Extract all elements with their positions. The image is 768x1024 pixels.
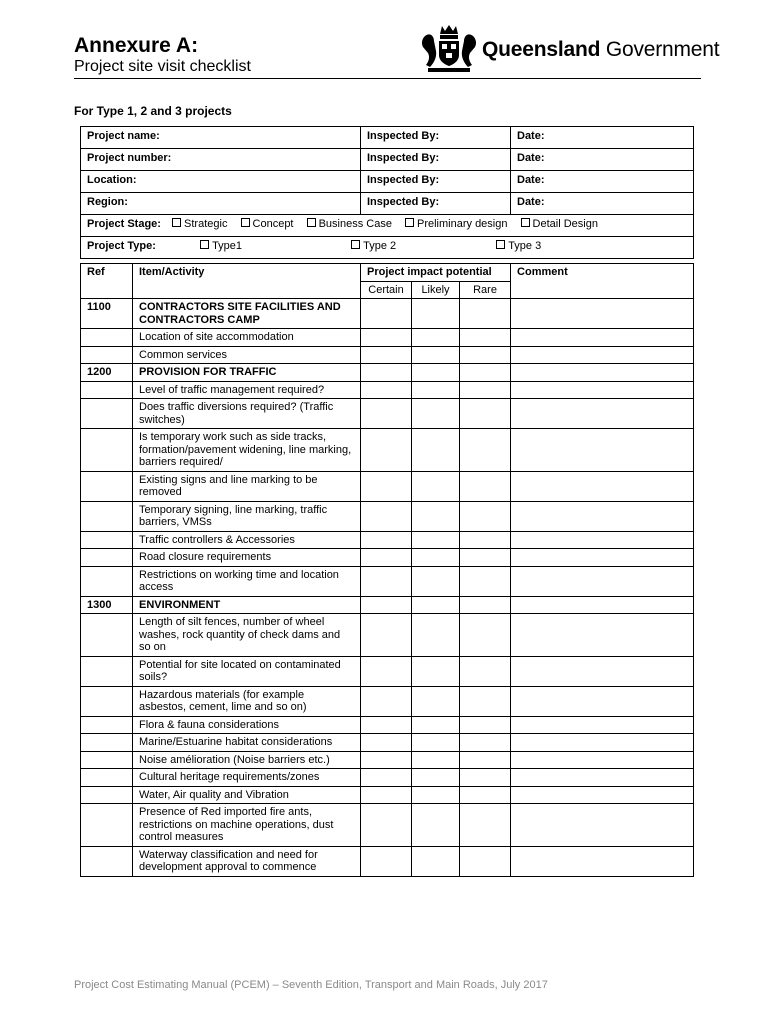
ref-cell — [81, 549, 133, 567]
comment-cell[interactable] — [511, 656, 694, 686]
likely-cell[interactable] — [412, 596, 460, 614]
table-row — [81, 566, 694, 596]
checkbox-icon[interactable] — [351, 240, 360, 249]
rare-cell[interactable] — [460, 429, 511, 472]
ref-cell — [81, 471, 133, 501]
col-header-comment: Comment — [511, 264, 694, 299]
type-option-3[interactable]: Type 3 — [496, 240, 541, 252]
certain-cell[interactable] — [361, 299, 412, 329]
info-row-location — [81, 171, 694, 193]
item-cell: Restrictions on working time and location access — [133, 566, 361, 596]
location-field[interactable]: Location: — [81, 171, 361, 193]
col-header-rare: Rare — [460, 281, 511, 299]
comment-cell[interactable] — [511, 751, 694, 769]
item-cell: Common services — [133, 346, 361, 364]
table-row — [81, 786, 694, 804]
rare-cell[interactable] — [460, 751, 511, 769]
checkbox-icon[interactable] — [521, 218, 530, 227]
inspected-by-field[interactable]: Inspected By: — [361, 127, 511, 149]
section-row — [81, 364, 694, 382]
likely-cell[interactable] — [412, 531, 460, 549]
certain-cell[interactable] — [361, 656, 412, 686]
item-cell: Length of silt fences, number of wheel washes, rock quantity of check dams and so on — [133, 614, 361, 657]
table-row — [81, 804, 694, 847]
item-cell: Is temporary work such as side tracks, formation/pavement widening, line marking, barriers required/ — [133, 429, 361, 472]
checkbox-icon[interactable] — [172, 218, 181, 227]
likely-cell[interactable] — [412, 346, 460, 364]
checkbox-icon[interactable] — [241, 218, 250, 227]
item-cell: ENVIRONMENT — [133, 596, 361, 614]
comment-cell[interactable] — [511, 596, 694, 614]
rare-cell[interactable] — [460, 381, 511, 399]
item-cell: CONTRACTORS SITE FACILITIES AND CONTRACTORS CAMP — [133, 299, 361, 329]
date-field[interactable]: Date: — [511, 171, 694, 193]
table-row — [81, 846, 694, 876]
comment-cell[interactable] — [511, 429, 694, 472]
table-row — [81, 346, 694, 364]
rare-cell[interactable] — [460, 471, 511, 501]
table-header-row — [81, 264, 694, 282]
rare-cell[interactable] — [460, 329, 511, 347]
checklist-table — [80, 263, 694, 877]
date-field[interactable]: Date: — [511, 149, 694, 171]
likely-cell[interactable] — [412, 471, 460, 501]
certain-cell[interactable] — [361, 614, 412, 657]
certain-cell[interactable] — [361, 549, 412, 567]
ref-cell — [81, 686, 133, 716]
item-cell: Waterway classification and need for development approval to commence — [133, 846, 361, 876]
date-field[interactable]: Date: — [511, 193, 694, 215]
checkbox-icon[interactable] — [307, 218, 316, 227]
rare-cell[interactable] — [460, 734, 511, 752]
ref-cell — [81, 501, 133, 531]
table-row — [81, 686, 694, 716]
rare-cell[interactable] — [460, 614, 511, 657]
item-cell: Hazardous materials (for example asbestos, cement, lime and so on) — [133, 686, 361, 716]
comment-cell[interactable] — [511, 399, 694, 429]
comment-cell[interactable] — [511, 381, 694, 399]
item-cell: Location of site accommodation — [133, 329, 361, 347]
ref-cell: 1300 — [81, 596, 133, 614]
ref-cell — [81, 846, 133, 876]
certain-cell[interactable] — [361, 329, 412, 347]
col-header-certain: Certain — [361, 281, 412, 299]
rare-cell[interactable] — [460, 656, 511, 686]
rare-cell[interactable] — [460, 346, 511, 364]
certain-cell[interactable] — [361, 566, 412, 596]
item-cell: Road closure requirements — [133, 549, 361, 567]
certain-cell[interactable] — [361, 804, 412, 847]
logo-wordmark — [482, 38, 719, 62]
comment-cell[interactable] — [511, 299, 694, 329]
table-row — [81, 381, 694, 399]
col-header-impact: Project impact potential — [361, 264, 511, 282]
ref-cell — [81, 429, 133, 472]
certain-cell[interactable] — [361, 769, 412, 787]
certain-cell[interactable] — [361, 751, 412, 769]
table-row — [81, 501, 694, 531]
stage-option-concept[interactable]: Concept — [241, 218, 294, 230]
likely-cell[interactable] — [412, 429, 460, 472]
item-cell: Flora & fauna considerations — [133, 716, 361, 734]
rare-cell[interactable] — [460, 364, 511, 382]
coat-of-arms-icon — [420, 22, 478, 78]
rare-cell[interactable] — [460, 531, 511, 549]
certain-cell[interactable] — [361, 786, 412, 804]
table-row — [81, 471, 694, 501]
certain-cell[interactable] — [361, 399, 412, 429]
rare-cell[interactable] — [460, 596, 511, 614]
likely-cell[interactable] — [412, 399, 460, 429]
ref-cell: 1200 — [81, 364, 133, 382]
stage-option-strategic[interactable]: Strategic — [172, 218, 227, 230]
likely-cell[interactable] — [412, 786, 460, 804]
inspected-by-field[interactable]: Inspected By: — [361, 171, 511, 193]
comment-cell[interactable] — [511, 686, 694, 716]
page-footer: Project Cost Estimating Manual (PCEM) – Seventh Edition, Transport and Main Roads, July 2017 — [74, 979, 548, 991]
likely-cell[interactable] — [412, 734, 460, 752]
comment-cell[interactable] — [511, 364, 694, 382]
checkbox-icon[interactable] — [405, 218, 414, 227]
table-row — [81, 399, 694, 429]
table-row — [81, 531, 694, 549]
table-row — [81, 549, 694, 567]
stage-option-business-case[interactable]: Business Case — [307, 218, 392, 230]
certain-cell[interactable] — [361, 471, 412, 501]
rare-cell[interactable] — [460, 299, 511, 329]
project-info-table — [80, 126, 694, 259]
likely-cell[interactable] — [412, 656, 460, 686]
table-row — [81, 734, 694, 752]
project-name-field[interactable]: Project name: — [81, 127, 361, 149]
item-cell: Presence of Red imported fire ants, restrictions on machine operations, dust control measures — [133, 804, 361, 847]
date-field[interactable]: Date: — [511, 127, 694, 149]
rare-cell[interactable] — [460, 549, 511, 567]
project-number-field[interactable]: Project number: — [81, 149, 361, 171]
item-cell: Level of traffic management required? — [133, 381, 361, 399]
comment-cell[interactable] — [511, 566, 694, 596]
section-row — [81, 299, 694, 329]
ref-cell — [81, 786, 133, 804]
info-row-region — [81, 193, 694, 215]
likely-cell[interactable] — [412, 501, 460, 531]
project-type-cell — [81, 237, 694, 259]
page-subtitle: Project site visit checklist — [74, 58, 251, 75]
likely-cell[interactable] — [412, 804, 460, 847]
region-field[interactable]: Region: — [81, 193, 361, 215]
item-cell: Noise amélioration (Noise barriers etc.) — [133, 751, 361, 769]
likely-cell[interactable] — [412, 751, 460, 769]
stage-option-detail-design[interactable]: Detail Design — [521, 218, 598, 230]
item-cell: Marine/Estuarine habitat considerations — [133, 734, 361, 752]
likely-cell[interactable] — [412, 381, 460, 399]
rare-cell[interactable] — [460, 846, 511, 876]
certain-cell[interactable] — [361, 346, 412, 364]
comment-cell[interactable] — [511, 734, 694, 752]
rare-cell[interactable] — [460, 501, 511, 531]
ref-cell — [81, 329, 133, 347]
type-option-2[interactable]: Type 2 — [351, 240, 493, 253]
col-header-ref: Ref — [81, 264, 133, 299]
inspected-by-field[interactable]: Inspected By: — [361, 149, 511, 171]
checkbox-icon[interactable] — [496, 240, 505, 249]
item-cell: Does traffic diversions required? (Traffic switches) — [133, 399, 361, 429]
item-cell: Existing signs and line marking to be removed — [133, 471, 361, 501]
comment-cell[interactable] — [511, 716, 694, 734]
ref-cell — [81, 734, 133, 752]
certain-cell[interactable] — [361, 531, 412, 549]
project-stage-label: Project Stage: — [87, 218, 161, 230]
likely-cell[interactable] — [412, 329, 460, 347]
comment-cell[interactable] — [511, 614, 694, 657]
likely-cell[interactable] — [412, 549, 460, 567]
certain-cell[interactable] — [361, 429, 412, 472]
table-row — [81, 751, 694, 769]
comment-cell[interactable] — [511, 501, 694, 531]
ref-cell — [81, 656, 133, 686]
ref-cell — [81, 399, 133, 429]
item-cell: Temporary signing, line marking, traffic barriers, VMSs — [133, 501, 361, 531]
type-option-1[interactable]: Type1 — [200, 240, 348, 253]
header-divider — [74, 78, 701, 79]
comment-cell[interactable] — [511, 804, 694, 847]
stage-option-preliminary-design[interactable]: Preliminary design — [405, 218, 507, 230]
comment-cell[interactable] — [511, 531, 694, 549]
info-row-project-name — [81, 127, 694, 149]
item-cell: Water, Air quality and Vibration — [133, 786, 361, 804]
queensland-government-logo — [420, 22, 719, 78]
rare-cell[interactable] — [460, 686, 511, 716]
table-row — [81, 429, 694, 472]
likely-cell[interactable] — [412, 364, 460, 382]
comment-cell[interactable] — [511, 329, 694, 347]
col-header-item: Item/Activity — [133, 264, 361, 299]
ref-cell — [81, 566, 133, 596]
comment-cell[interactable] — [511, 846, 694, 876]
ref-cell — [81, 804, 133, 847]
certain-cell[interactable] — [361, 716, 412, 734]
table-row — [81, 614, 694, 657]
certain-cell[interactable] — [361, 381, 412, 399]
ref-cell — [81, 769, 133, 787]
comment-cell[interactable] — [511, 769, 694, 787]
likely-cell[interactable] — [412, 299, 460, 329]
rare-cell[interactable] — [460, 786, 511, 804]
rare-cell[interactable] — [460, 716, 511, 734]
comment-cell[interactable] — [511, 786, 694, 804]
table-row — [81, 716, 694, 734]
comment-cell[interactable] — [511, 549, 694, 567]
rare-cell[interactable] — [460, 769, 511, 787]
item-cell: Traffic controllers & Accessories — [133, 531, 361, 549]
item-cell: Potential for site located on contaminated soils? — [133, 656, 361, 686]
ref-cell — [81, 614, 133, 657]
likely-cell[interactable] — [412, 686, 460, 716]
table-row — [81, 329, 694, 347]
ref-cell — [81, 751, 133, 769]
comment-cell[interactable] — [511, 346, 694, 364]
intro-heading: For Type 1, 2 and 3 projects — [74, 104, 232, 118]
likely-cell[interactable] — [412, 769, 460, 787]
table-row — [81, 656, 694, 686]
likely-cell[interactable] — [412, 716, 460, 734]
ref-cell — [81, 716, 133, 734]
ref-cell — [81, 381, 133, 399]
rare-cell[interactable] — [460, 399, 511, 429]
likely-cell[interactable] — [412, 846, 460, 876]
logo-text-bold: Queensland — [482, 38, 601, 61]
project-type-label: Project Type: — [87, 240, 156, 252]
certain-cell[interactable] — [361, 596, 412, 614]
item-cell: PROVISION FOR TRAFFIC — [133, 364, 361, 382]
info-row-type — [81, 237, 694, 259]
rare-cell[interactable] — [460, 566, 511, 596]
project-stage-cell — [81, 215, 694, 237]
ref-cell — [81, 531, 133, 549]
info-row-project-number — [81, 149, 694, 171]
inspected-by-field[interactable]: Inspected By: — [361, 193, 511, 215]
col-header-likely: Likely — [412, 281, 460, 299]
ref-cell — [81, 346, 133, 364]
likely-cell[interactable] — [412, 614, 460, 657]
ref-cell: 1100 — [81, 299, 133, 329]
certain-cell[interactable] — [361, 364, 412, 382]
rare-cell[interactable] — [460, 804, 511, 847]
section-row — [81, 596, 694, 614]
checkbox-icon[interactable] — [200, 240, 209, 249]
likely-cell[interactable] — [412, 566, 460, 596]
certain-cell[interactable] — [361, 846, 412, 876]
item-cell: Cultural heritage requirements/zones — [133, 769, 361, 787]
certain-cell[interactable] — [361, 501, 412, 531]
certain-cell[interactable] — [361, 686, 412, 716]
logo-text-regular: Government — [605, 38, 720, 61]
page-title: Annexure A: — [74, 34, 199, 57]
table-row — [81, 769, 694, 787]
certain-cell[interactable] — [361, 734, 412, 752]
comment-cell[interactable] — [511, 471, 694, 501]
info-row-stage — [81, 215, 694, 237]
